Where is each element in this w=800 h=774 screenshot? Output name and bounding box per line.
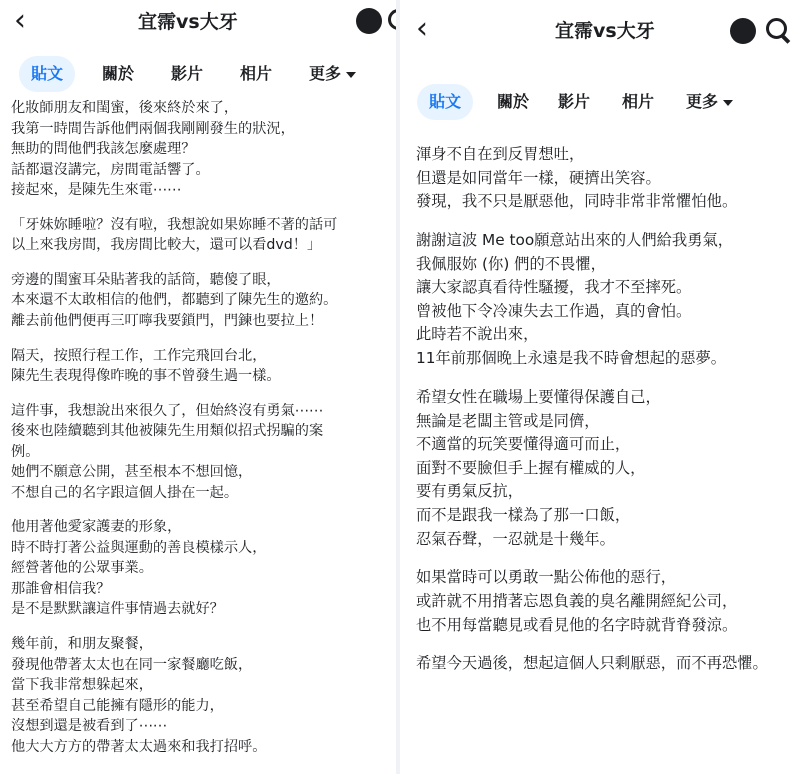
tab-photos[interactable]: 相片 [622,92,655,111]
post-text-line: 也不用每當聽見或看見他的名字時就背脊發涼。 [416,615,738,634]
messenger-icon[interactable] [730,18,756,44]
left-screenshot-panel [0,0,396,774]
post-text-line: 讓大家認真看待性騷擾，我才不至摔死。 [416,278,692,297]
post-body [11,98,396,757]
paragraph-gap [11,387,396,401]
post-text-line: 不適當的玩笑要懂得適可而止， [416,435,631,454]
post-text-line: 以上來我房間，我房間比較大，還可以看dvd！」 [11,237,322,254]
tab-posts[interactable]: 貼文 [19,56,75,92]
post-text-line: 沒想到還是被看到了⋯⋯ [11,718,168,735]
post-text-line: 而不是跟我一樣為了那一口飯， [416,505,631,524]
post-text-line: 隔天，按照行程工作，工作完飛回台北， [11,347,267,364]
post-text-line: 希望女性在職場上要懂得保護自己， [416,387,661,406]
post-text-line: 經營著他的公眾事業。 [11,560,153,577]
tab-more[interactable] [309,56,356,92]
post-text-line: 忍氣吞聲，一忍就是十幾年。 [416,529,615,548]
paragraph-gap [11,620,396,634]
paragraph-gap [11,256,396,270]
tab-more-label: 更多 [309,64,342,83]
paragraph-gap [11,201,396,215]
post-text-line: 或許就不用揹著忘恩負義的臭名離開經紀公司， [416,591,738,610]
chevron-left-icon[interactable]: ‹ [416,11,428,46]
right-screenshot-panel [400,0,800,774]
post-text-line: 例。 [11,443,40,460]
post-text-line: 如果當時可以勇敢一點公佈他的惡行， [416,568,677,587]
post-text-line: 甚至希望自己能擁有隱形的能力， [11,697,224,714]
caret-down-icon [346,72,356,78]
page-header [400,0,800,46]
post-text-line: 我佩服妳 (你) 們的不畏懼， [416,254,606,273]
tab-more-label: 更多 [686,92,719,111]
paragraph-gap [11,503,396,517]
post-text-line: 後來也陸續聽到其他被陳先生用類似招式拐騙的案 [11,423,324,440]
post-text-line: 11年前那個晚上永遠是我不時會想起的惡夢。 [416,349,727,368]
post-text-line: 面對不要臉但手上握有權威的人， [416,458,646,477]
paragraph-gap [11,331,396,345]
post-text-line: 曾被他下令冷凍失去工作過，真的會怕。 [416,301,692,320]
tab-videos[interactable]: 影片 [171,64,204,83]
post-text-line: 不想自己的名字跟這個人掛在一起。 [11,484,239,501]
post-text-line: 本來還不太敢相信的他們，都聽到了陳先生的邀約。 [11,292,338,309]
post-text-line: 渾身不自在到反胃想吐， [416,145,585,163]
post-text-line: 發現，我不只是厭惡他，同時非常非常懼怕他。 [416,192,738,211]
post-text-line: 話都還沒講完，房間電話響了。 [11,161,210,178]
tab-more[interactable] [686,84,733,120]
post-text-line: 此時若不說出來， [416,325,539,344]
post-text-line: 發現他帶著太太也在同一家餐廳吃飯， [11,656,253,673]
post-text-line: 她們不願意公開，甚至根本不想回憶， [11,464,253,481]
post-text-line: 無論是老闆主管或是同儕， [416,411,600,430]
tab-posts[interactable]: 貼文 [417,84,473,120]
tab-about[interactable]: 關於 [102,64,135,83]
post-body [416,143,796,676]
search-icon[interactable] [766,18,787,39]
page-title: 宜霈vs大牙 [138,11,238,33]
post-text-line: 旁邊的閨蜜耳朵貼著我的話筒，聽傻了眼， [11,271,281,288]
paragraph-gap [416,214,796,229]
tab-videos[interactable]: 影片 [558,92,591,111]
search-icon[interactable] [388,9,396,30]
post-text-line: 離去前他們便再三叮嚀我要鎖門，門鍊也要拉上！ [11,312,324,329]
post-text-line: 是不是默默讓這件事情過去就好？ [11,601,224,618]
post-text-line: 那誰會相信我？ [11,580,111,597]
post-text-line: 當下我非常想躲起來， [11,677,153,694]
post-text-line: 但還是如同當年一樣，硬擠出笑容。 [416,168,661,187]
post-text-line: 時不時打著公益與運動的善良模樣示人， [11,539,267,556]
tab-about[interactable]: 關於 [497,92,530,111]
post-text-line: 他用著他愛家護妻的形象， [11,519,182,536]
post-text-line: 「牙妹妳睡啦？沒有啦，我想說如果妳睡不著的話可 [11,216,338,233]
chevron-left-icon[interactable]: ‹ [14,3,26,38]
post-text-line: 陳先生表現得像昨晚的事不曾發生過一樣。 [11,368,281,385]
page-title: 宜霈vs大牙 [555,20,655,42]
post-text-line: 希望今天過後，想起這個人只剩厭惡，而不再恐懼。 [416,654,768,673]
tab-photos[interactable]: 相片 [240,64,273,83]
post-text-line: 接起來，是陳先生來電⋯⋯ [11,182,182,198]
paragraph-gap [416,551,796,566]
paragraph-gap [416,371,796,386]
post-text-line: 要有勇氣反抗， [416,482,524,501]
post-text-line: 化妝師朋友和閨蜜，後來終於來了， [11,100,239,116]
caret-down-icon [723,100,733,106]
paragraph-gap [416,637,796,652]
post-text-line: 這件事，我想說出來很久了，但始終沒有勇氣⋯⋯ [11,402,324,419]
post-text-line: 幾年前，和朋友聚餐， [11,636,153,653]
messenger-icon[interactable] [356,8,382,34]
page-header [0,0,396,46]
post-text-line: 我第一時間告訴他們兩個我剛剛發生的狀況， [11,120,295,137]
post-text-line: 謝謝這波 Me too願意站出來的人們給我勇氣， [416,231,734,250]
post-text-line: 無助的問他們我該怎麼處理？ [11,141,196,157]
post-text-line: 他大大方方的帶著太太過來和我打招呼。 [11,738,267,755]
